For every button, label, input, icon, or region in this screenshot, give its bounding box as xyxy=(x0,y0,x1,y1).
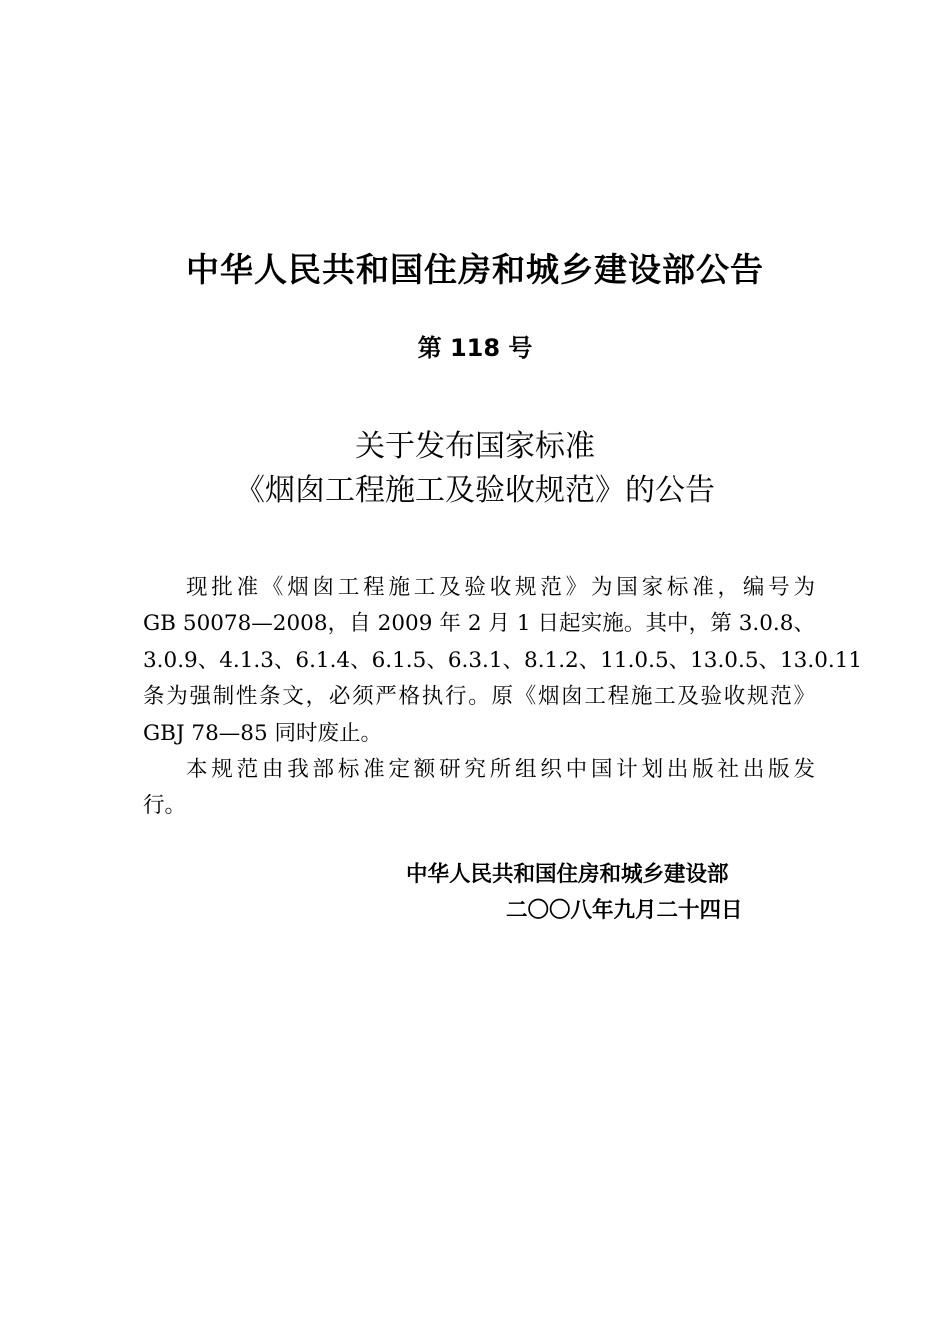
issuing-authority: 中华人民共和国住房和城乡建设部 xyxy=(406,862,729,887)
body-paragraph-1-line-3: 3.0.9、4.1.3、6.1.4、6.1.5、6.3.1、8.1.2、11.0.5、13.0.5、13.0.11 xyxy=(143,647,863,673)
announcement-number: 第 118 号 xyxy=(417,334,533,362)
body-paragraph-1-line-5: GBJ 78—85 同时废止。 xyxy=(143,720,382,746)
body-paragraph-2-line-1: 本规范由我部标准定额研究所组织中国计划出版社出版发 xyxy=(186,756,815,782)
announcement-body xyxy=(143,570,863,825)
signature-block xyxy=(406,857,766,929)
body-paragraph-2-line-2: 行。 xyxy=(143,793,187,819)
body-paragraph-1-line-4: 条为强制性条文，必须严格执行。原《烟囱工程施工及验收规范》 xyxy=(143,684,815,710)
subject-line-2: 《烟囱工程施工及验收规范》的公告 xyxy=(235,473,715,508)
body-paragraph-1-line-2: GB 50078—2008，自 2009 年 2 月 1 日起实施。其中，第 3.0.8、 xyxy=(143,611,815,637)
body-paragraph-1-line-1: 现批准《烟囱工程施工及验收规范》为国家标准，编号为 xyxy=(186,575,815,600)
issue-date: 二〇〇八年九月二十四日 xyxy=(506,898,743,923)
announcement-subject xyxy=(0,425,950,513)
subject-line-1: 关于发布国家标准 xyxy=(355,429,595,464)
ministry-announcement-title: 中华人民共和国住房和城乡建设部公告 xyxy=(186,250,764,289)
